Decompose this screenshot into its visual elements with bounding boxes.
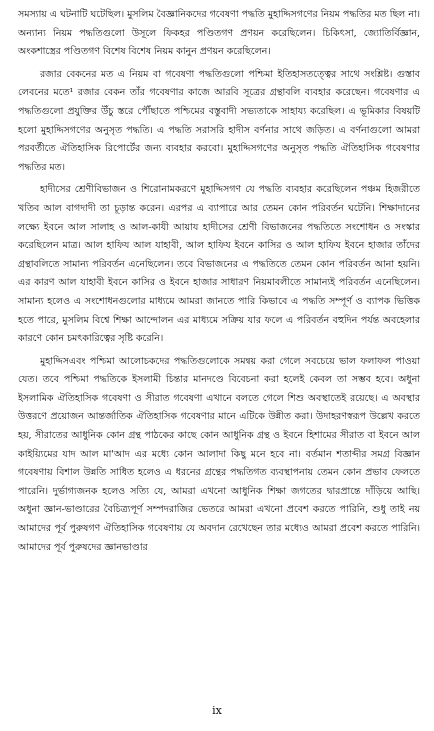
paragraph-1 xyxy=(18,6,420,62)
paragraph-3-text: হাদীসের শ্রেণীবিভাজন ও শিরোনামকরণে মুহাদ্দিসগণ যে পদ্ধতি ব্যবহার করেছিলেন পঞ্চম হিজরীতে খতিব আল বাগদাদী তা চূড়ান্ত করেন। এরপর এ ব্যাপারে আর তেমন কোন পরিবর্তন ঘটেনি। শিক্ষাদানের লক্ষ্যে ইবনে আল সালাহ ও আল-কাযী আয়ায হাদীসের শ্রেণী বিভাজনের পদ্ধতিতে সংশোধন ও সংস্কার করেছিলেন মাত্র। আল হাফিয আল যাহাবী, আল হাফিয ইবনে কাসির ও আল হাফিয ইবনে হাজার তাঁদের গ্রন্থাবলিতে সামান্য পরিবর্তন এনেছিলেন। তবে বিভাজনের এ পদ্ধতিতে তেমন কোন পরিবর্তন আনা হয়নি। এর কারণ আল যাহাবী ইবনে কাসির ও ইবনে হাজার সাধারণ নিয়মাবলীতে সামান্যই পরিবর্তন এনেছিলেন। সামান্য হলেও এ সংশোধনগুলোর মাধ্যমে আমরা জানতে পারি কিভাবে এ পদ্ধতি সম্পূর্ণ ও ব্যাপক ভিত্তিক হতে পারে, মুসলিম বিশ্বে শিক্ষা আন্দোলন এর মাধ্যমে সক্রিয় যার ফলে এ পরিবর্তন বহুদিন পর্যন্ত অবহেলার কারণে কোন চমৎকারিত্বের সৃষ্টি করেনি। xyxy=(18,184,420,345)
page-number: ix xyxy=(212,704,222,717)
paragraph-4 xyxy=(18,353,420,558)
paragraph-4-text: মুহাদ্দিসএবং পশ্চিমা আলোচকদের পদ্ধতিগুলোকে সমন্বয় করা গেলে সবচেয়ে ভাল ফলাফল পাওয়া যেত। তবে পশ্চিমা পদ্ধতিকে ইসলামী চিন্তার মানদণ্ডে বিবেচনা করা হলেই কেবল তা সম্ভব হবে। অধুনা ইসলামিক ঐতিহাসিক গবেষণা ও সীরাত গবেষণা এখানে বলতে গেলে শিশু অবস্থাতেই রয়েছে। এ অবস্থার উত্তরণে প্রয়োজন আন্তর্জাতিক ঐতিহাসিক গবেষণার মানে এটিকে উন্নীত করা। উদাহরণস্বরূপ উল্লেখ করতে হয়, সীরাতের আধুনিক কোন গ্রন্থ পাঠকের কাছে কোন আধুনিক গ্রন্থ ও ইবনে হিশামের সীরাত বা ইবনে আল কাইয়্যিমের যাদ আল মা'আদ এর মধ্যে কোন আলাদা কিছু মনে হবে না। বর্তমান শতাব্দীর সমগ্র বিজ্ঞান গবেষণায় বিশাল উন্নতি সাধিত হলেও এ ধরনের গ্রন্থের পদ্ধতিগত ব্যবস্থাপনায় তেমন কোন প্রভাব ফেলতে পারেনি। দুর্ভাগ্যজনক হলেও সত্যি যে, আমরা এখনো আধুনিক শিক্ষা জগতের দ্বারপ্রান্তে দাঁড়িয়ে আছি। অধুনা জ্ঞান-ভাণ্ডারের বৈচিত্র্যপূর্ণ সম্পদরাজির ভেতরে আমরা এখনো প্রবেশ করতে পারিনি, শুধু তাই নয় আমাদের পূর্ব পুরুষগণ ঐতিহাসিক গবেষণায় যে অবদান রেখেছেন তার মধ্যেও আমরা প্রবেশ করতে পারিনি। আমাদের পূর্ব পুরুষদের জ্ঞানভাণ্ডার xyxy=(18,355,420,553)
paragraph-1-text: সমস্যায় এ ঘটনাটি ঘটেছিল। মুসলিম বৈজ্ঞানিকদের গবেষণা পদ্ধতি মুহাদ্দিসগণের নিয়ম পদ্ধতির মত ছিল না। অন্যান্য নিয়ম পদ্ধতিগুলো উসূলে ফিকহর পণ্ডিতগণ প্রণয়ন করেছিলেন। চিকিৎসা, জ্যোতির্বিজ্ঞান, অংকশাস্ত্রের পণ্ডিতগণ বিশেষ বিশেষ নিয়ম কানুন প্রণয়ন করেছিলেন। xyxy=(18,9,420,58)
paragraph-2-text: রজার বেকনের মত এ নিয়ম বা গবেষণা পদ্ধতিগুলো পশ্চিমা ইতিহাসতত্ত্বের সাথে সংশ্লিষ্ট। গুস্তাব লেবনের মতে¹ রজার বেকন তাঁর গবেষণার কাজে আরবি সূত্রের গ্রন্থাবলি ব্যবহার করেছেন। গবেষণার এ পদ্ধতিগুলো প্রযুক্তির উঁচু স্তরে পৌঁছাতে পশ্চিমের বস্তুবাদী সভ্যতাকে সাহায্য করেছিল। এ ভূমিকার বিষয়টি হলো মুহাদ্দিসগণের অনুসৃত পদ্ধতি। এ পদ্ধতি সরাসরি হাদীস বর্ণনার সাথে জড়িত। এ বর্ণনাগুলো আমরা পরবর্তীতে ঐতিহাসিক রিপোর্টের জন্য ব্যবহার করবো। মুহাদ্দিসগণের অনুসৃত পদ্ধতি ঐতিহাসিক গবেষণার পদ্ধতির মত। xyxy=(18,68,420,173)
paragraph-2 xyxy=(18,66,420,178)
paragraph-3 xyxy=(18,181,420,348)
